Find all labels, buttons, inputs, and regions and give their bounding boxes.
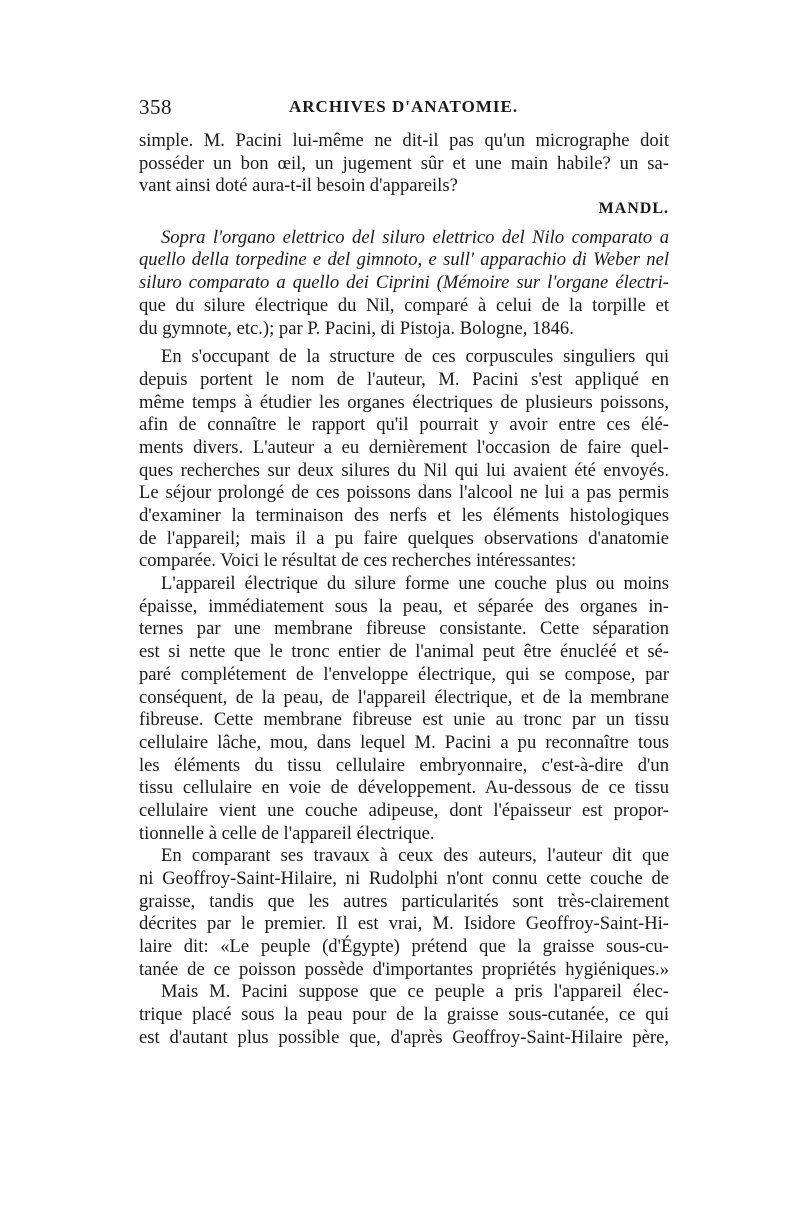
text-line: de l'appareil; mais il a pu faire quelques observations d'anatomie: [139, 527, 669, 549]
text-line: graisse, tandis que les autres particularités sont très-clairement: [139, 890, 669, 912]
text-line: vant ainsi doté aura-t-il besoin d'appareils?: [139, 175, 458, 197]
text-line: simple. M. Pacini lui-même ne dit-il pas qu'un micrographe doit: [139, 130, 669, 151]
text-line: épaisse, immédiatement sous la peau, et séparée des organes in-: [139, 595, 669, 617]
text-line: conséquent, de la peau, de l'appareil électrique, et de la membrane: [139, 686, 669, 708]
text-line: posséder un bon œil, un jugement sûr et une main habile? un sa-: [139, 152, 669, 174]
text-line: ni Geoffroy-Saint-Hilaire, ni Rudolphi n'ont connu cette couche de: [139, 868, 669, 889]
text-line: comparée. Voici le résultat de ces recherches intéressantes:: [139, 550, 577, 572]
text-line: depuis portent le nom de l'auteur, M. Pacini s'est appliqué en: [139, 368, 669, 390]
citation-line: du gymnote, etc.); par P. Pacini, di Pistoja. Bologne, 1846.: [139, 317, 574, 339]
author-signature: MANDL.: [598, 200, 669, 218]
text-line: est d'autant plus possible que, d'après Geoffroy-Saint-Hilaire père,: [139, 1026, 669, 1048]
page-number: 358: [139, 95, 172, 119]
text-line: Mais M. Pacini suppose que ce peuple a pris l'appareil élec-: [161, 981, 669, 1003]
text-line: tanée de ce poisson possède d'importantes propriétés hygiéniques.»: [139, 958, 669, 980]
text-line: paré complétement de l'enveloppe électrique, qui se compose, par: [139, 663, 669, 685]
text-line: L'appareil électrique du silure forme une couche plus ou moins: [161, 573, 669, 595]
text-line: afin de connaître le rapport qu'il pourrait y avoir entre ces élé-: [139, 414, 669, 436]
text-line: En comparant ses travaux à ceux des auteurs, l'auteur dit que: [161, 845, 669, 867]
citation-line: quello della torpedine e del gimnoto, e sull' apparachio di Weber nel: [139, 249, 669, 271]
text-line: ments divers. L'auteur a eu dernièrement l'occasion de faire quel-: [139, 436, 669, 458]
citation-line: Sopra l'organo elettrico del siluro elettrico del Nilo comparato a: [161, 226, 669, 248]
text-line: En s'occupant de la structure de ces corpuscules singuliers qui: [161, 346, 669, 368]
text-line: Le séjour prolongé de ces poissons dans l'alcool ne lui a pas permis: [139, 482, 669, 504]
text-line: ternes par une membrane fibreuse consistante. Cette séparation: [139, 618, 669, 640]
text-line: tissu cellulaire en voie de développement. Au-dessous de ce tissu: [139, 777, 669, 799]
text-line: les éléments du tissu cellulaire embryonnaire, c'est-à-dire d'un: [139, 754, 669, 776]
citation-line: siluro comparato a quello dei Ciprini (Mémoire sur l'organe électri-: [139, 272, 669, 294]
text-line: laire dit: «Le peuple (d'Égypte) prétend que la graisse sous-cu-: [139, 936, 669, 958]
text-line: trique placé sous la peau pour de la graisse sous-cutanée, ce qui: [139, 1004, 669, 1026]
text-line: cellulaire lâche, mou, dans lequel M. Pacini a pu reconnaître tous: [139, 731, 669, 753]
text-line: d'examiner la terminaison des nerfs et les éléments histologiques: [139, 505, 669, 526]
running-title: ARCHIVES D'ANATOMIE.: [289, 97, 519, 116]
text-line: même temps à étudier les organes électriques de plusieurs poissons,: [139, 391, 669, 413]
text-line: est si nette que le tronc entier de l'animal peut être énucléé et sé-: [139, 641, 669, 663]
text-line: tionnelle à celle de l'appareil électrique.: [139, 822, 435, 844]
text-line: ques recherches sur deux silures du Nil qui lui avaient été envoyés.: [139, 459, 669, 481]
citation-line: que du silure électrique du Nil, comparé à celui de la torpille et: [139, 294, 669, 316]
text-line: décrites par le premier. Il est vrai, M. Isidore Geoffroy-Saint-Hi-: [139, 913, 669, 935]
text-line: cellulaire vient une couche adipeuse, dont l'épaisseur est propor-: [139, 799, 669, 821]
body-text: [139, 130, 669, 1050]
page-header: [139, 95, 669, 123]
text-line: fibreuse. Cette membrane fibreuse est unie au tronc par un tissu: [139, 709, 669, 731]
